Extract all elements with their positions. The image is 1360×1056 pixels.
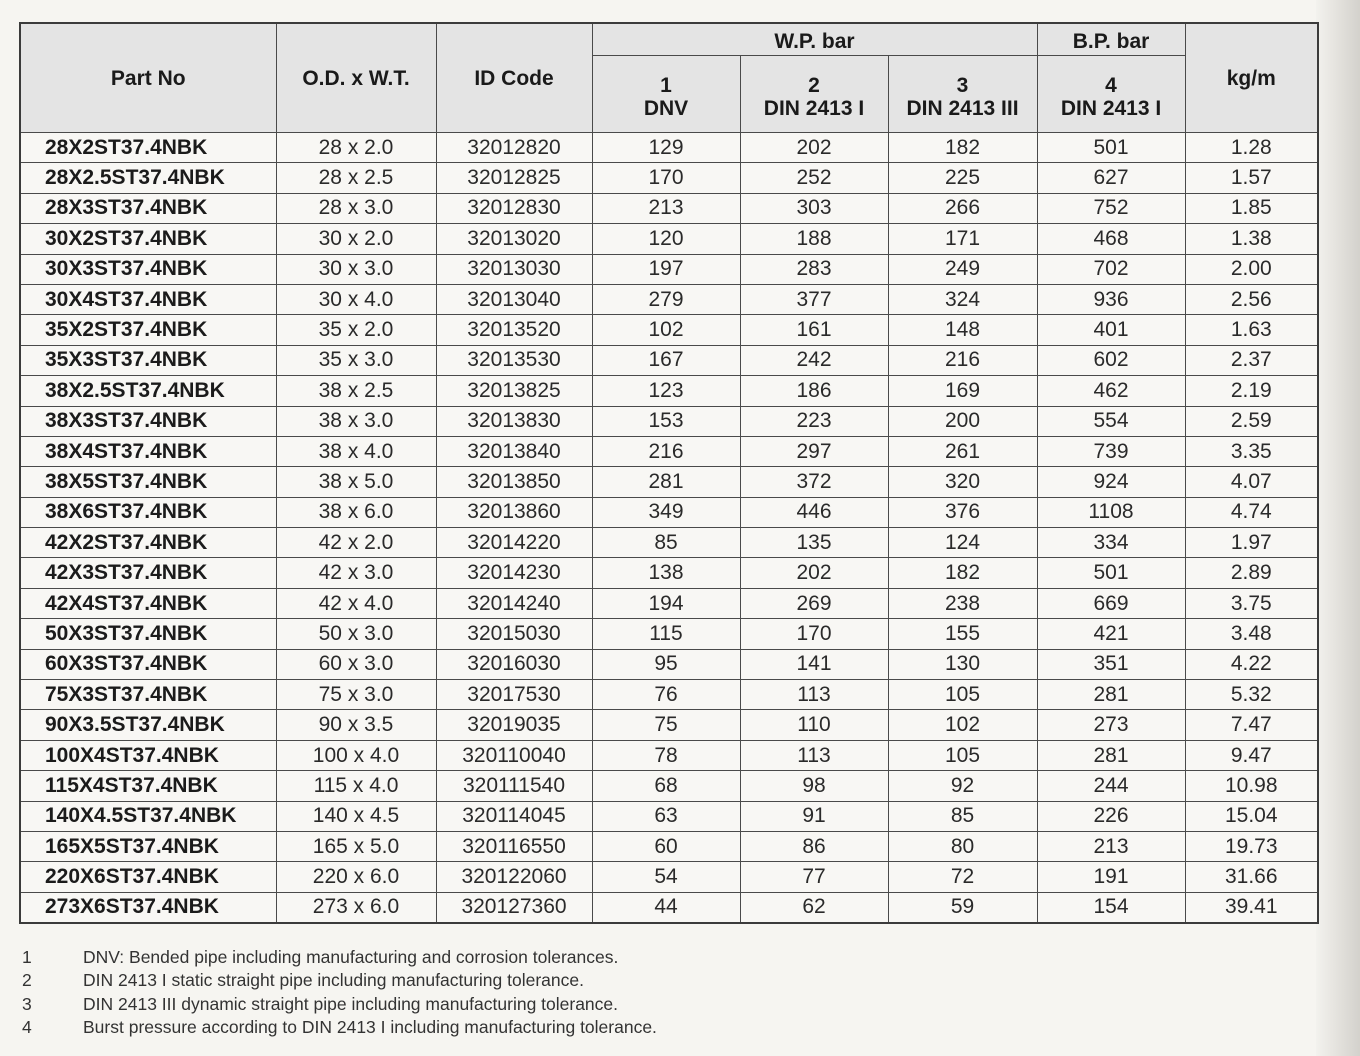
wp-dnv-cell: 85 bbox=[592, 528, 740, 558]
table-row bbox=[20, 892, 1318, 923]
standard-label: DNV bbox=[643, 97, 689, 120]
kg-per-m-cell: 15.04 bbox=[1185, 801, 1318, 831]
wp-din-2413-iii-cell: 148 bbox=[888, 315, 1037, 345]
wp-din-2413-i-cell: 161 bbox=[740, 315, 888, 345]
header-wp-bar: W.P. bar bbox=[592, 23, 1037, 56]
kg-per-m-cell: 2.00 bbox=[1185, 254, 1318, 284]
wp-din-2413-iii-cell: 59 bbox=[888, 892, 1037, 923]
header-dnv bbox=[592, 56, 740, 133]
id-code-cell: 32012820 bbox=[436, 133, 592, 163]
bp-din-2413-i-cell: 669 bbox=[1037, 588, 1185, 618]
table-row bbox=[20, 315, 1318, 345]
id-code-cell: 32013825 bbox=[436, 376, 592, 406]
part-no-cell: 38X3ST37.4NBK bbox=[20, 406, 276, 436]
id-code-cell: 32013040 bbox=[436, 284, 592, 314]
wp-dnv-cell: 78 bbox=[592, 740, 740, 770]
id-code-cell: 32014240 bbox=[436, 588, 592, 618]
wp-din-2413-i-cell: 170 bbox=[740, 619, 888, 649]
wp-din-2413-iii-cell: 200 bbox=[888, 406, 1037, 436]
table-row bbox=[20, 193, 1318, 223]
id-code-cell: 320110040 bbox=[436, 740, 592, 770]
wp-din-2413-i-cell: 223 bbox=[740, 406, 888, 436]
standard-label: DIN 2413 I bbox=[763, 97, 865, 120]
footnote-number: 2 bbox=[22, 970, 32, 991]
id-code-cell: 32015030 bbox=[436, 619, 592, 649]
footnote bbox=[20, 1016, 657, 1039]
bp-din-2413-i-cell: 468 bbox=[1037, 224, 1185, 254]
wp-dnv-cell: 349 bbox=[592, 497, 740, 527]
footnote-number: 3 bbox=[22, 993, 32, 1014]
wp-dnv-cell: 170 bbox=[592, 163, 740, 193]
bp-din-2413-i-cell: 273 bbox=[1037, 710, 1185, 740]
footnote-ref: 1 bbox=[660, 74, 672, 97]
bp-din-2413-i-cell: 702 bbox=[1037, 254, 1185, 284]
wp-dnv-cell: 213 bbox=[592, 193, 740, 223]
kg-per-m-cell: 5.32 bbox=[1185, 680, 1318, 710]
bp-din-2413-i-cell: 501 bbox=[1037, 133, 1185, 163]
bp-din-2413-i-cell: 154 bbox=[1037, 892, 1185, 923]
wp-din-2413-iii-cell: 320 bbox=[888, 467, 1037, 497]
kg-per-m-cell: 19.73 bbox=[1185, 831, 1318, 861]
wp-dnv-cell: 194 bbox=[592, 588, 740, 618]
wp-din-2413-iii-cell: 124 bbox=[888, 528, 1037, 558]
wp-din-2413-i-cell: 283 bbox=[740, 254, 888, 284]
header-bp-bar: B.P. bar bbox=[1037, 23, 1185, 56]
od-wt-cell: 38 x 6.0 bbox=[276, 497, 436, 527]
id-code-cell: 32013830 bbox=[436, 406, 592, 436]
wp-din-2413-iii-cell: 155 bbox=[888, 619, 1037, 649]
id-code-cell: 32013840 bbox=[436, 436, 592, 466]
table-row bbox=[20, 771, 1318, 801]
wp-din-2413-i-cell: 303 bbox=[740, 193, 888, 223]
wp-dnv-cell: 197 bbox=[592, 254, 740, 284]
wp-din-2413-iii-cell: 130 bbox=[888, 649, 1037, 679]
table-row bbox=[20, 801, 1318, 831]
wp-dnv-cell: 95 bbox=[592, 649, 740, 679]
footnote-ref: 2 bbox=[808, 74, 820, 97]
kg-per-m-cell: 2.37 bbox=[1185, 345, 1318, 375]
od-wt-cell: 28 x 3.0 bbox=[276, 193, 436, 223]
wp-dnv-cell: 153 bbox=[592, 406, 740, 436]
od-wt-cell: 38 x 4.0 bbox=[276, 436, 436, 466]
wp-din-2413-iii-cell: 376 bbox=[888, 497, 1037, 527]
kg-per-m-cell: 4.07 bbox=[1185, 467, 1318, 497]
od-wt-cell: 30 x 4.0 bbox=[276, 284, 436, 314]
id-code-cell: 32013850 bbox=[436, 467, 592, 497]
table-body bbox=[20, 133, 1318, 924]
part-no-cell: 35X2ST37.4NBK bbox=[20, 315, 276, 345]
kg-per-m-cell: 31.66 bbox=[1185, 862, 1318, 892]
table-row bbox=[20, 740, 1318, 770]
wp-din-2413-iii-cell: 171 bbox=[888, 224, 1037, 254]
wp-din-2413-i-cell: 188 bbox=[740, 224, 888, 254]
bp-din-2413-i-cell: 281 bbox=[1037, 740, 1185, 770]
table-row bbox=[20, 254, 1318, 284]
wp-dnv-cell: 129 bbox=[592, 133, 740, 163]
od-wt-cell: 30 x 3.0 bbox=[276, 254, 436, 284]
part-no-cell: 273X6ST37.4NBK bbox=[20, 892, 276, 923]
wp-din-2413-i-cell: 377 bbox=[740, 284, 888, 314]
id-code-cell: 32013520 bbox=[436, 315, 592, 345]
part-no-cell: 28X2ST37.4NBK bbox=[20, 133, 276, 163]
id-code-cell: 32019035 bbox=[436, 710, 592, 740]
kg-per-m-cell: 2.56 bbox=[1185, 284, 1318, 314]
id-code-cell: 32013530 bbox=[436, 345, 592, 375]
footnote-ref: 4 bbox=[1105, 74, 1117, 97]
table-row bbox=[20, 376, 1318, 406]
wp-dnv-cell: 281 bbox=[592, 467, 740, 497]
kg-per-m-cell: 1.38 bbox=[1185, 224, 1318, 254]
kg-per-m-cell: 3.48 bbox=[1185, 619, 1318, 649]
part-no-cell: 30X2ST37.4NBK bbox=[20, 224, 276, 254]
header-part-no: Part No bbox=[20, 23, 276, 133]
table-row bbox=[20, 133, 1318, 163]
wp-din-2413-i-cell: 297 bbox=[740, 436, 888, 466]
bp-din-2413-i-cell: 752 bbox=[1037, 193, 1185, 223]
wp-din-2413-iii-cell: 266 bbox=[888, 193, 1037, 223]
bp-din-2413-i-cell: 602 bbox=[1037, 345, 1185, 375]
header-row-top bbox=[20, 23, 1318, 56]
wp-dnv-cell: 44 bbox=[592, 892, 740, 923]
kg-per-m-cell: 4.22 bbox=[1185, 649, 1318, 679]
od-wt-cell: 35 x 2.0 bbox=[276, 315, 436, 345]
wp-din-2413-i-cell: 446 bbox=[740, 497, 888, 527]
table-row bbox=[20, 680, 1318, 710]
wp-din-2413-iii-cell: 169 bbox=[888, 376, 1037, 406]
part-no-cell: 42X3ST37.4NBK bbox=[20, 558, 276, 588]
footnote-text: Burst pressure according to DIN 2413 I including manufacturing tolerance. bbox=[83, 1016, 657, 1037]
od-wt-cell: 100 x 4.0 bbox=[276, 740, 436, 770]
table-row bbox=[20, 649, 1318, 679]
kg-per-m-cell: 7.47 bbox=[1185, 710, 1318, 740]
table-row bbox=[20, 528, 1318, 558]
wp-din-2413-i-cell: 242 bbox=[740, 345, 888, 375]
od-wt-cell: 42 x 2.0 bbox=[276, 528, 436, 558]
table-row bbox=[20, 436, 1318, 466]
wp-din-2413-i-cell: 141 bbox=[740, 649, 888, 679]
standard-label: DIN 2413 I bbox=[1060, 97, 1162, 120]
od-wt-cell: 35 x 3.0 bbox=[276, 345, 436, 375]
part-no-cell: 38X6ST37.4NBK bbox=[20, 497, 276, 527]
table-header bbox=[20, 23, 1318, 133]
wp-din-2413-i-cell: 98 bbox=[740, 771, 888, 801]
pipe-spec-table bbox=[19, 22, 1319, 924]
footnotes bbox=[20, 946, 657, 1039]
id-code-cell: 320116550 bbox=[436, 831, 592, 861]
footnote-text: DIN 2413 III dynamic straight pipe including manufacturing tolerance. bbox=[83, 993, 619, 1014]
bp-din-2413-i-cell: 281 bbox=[1037, 680, 1185, 710]
kg-per-m-cell: 4.74 bbox=[1185, 497, 1318, 527]
table-row bbox=[20, 284, 1318, 314]
footnote-ref: 3 bbox=[956, 74, 969, 97]
wp-din-2413-iii-cell: 182 bbox=[888, 558, 1037, 588]
page-edge-shadow bbox=[1316, 0, 1360, 1056]
id-code-cell: 32017530 bbox=[436, 680, 592, 710]
od-wt-cell: 28 x 2.0 bbox=[276, 133, 436, 163]
bp-din-2413-i-cell: 1108 bbox=[1037, 497, 1185, 527]
bp-din-2413-i-cell: 924 bbox=[1037, 467, 1185, 497]
part-no-cell: 28X3ST37.4NBK bbox=[20, 193, 276, 223]
footnote bbox=[20, 946, 657, 969]
wp-din-2413-i-cell: 202 bbox=[740, 133, 888, 163]
table-row bbox=[20, 831, 1318, 861]
part-no-cell: 42X2ST37.4NBK bbox=[20, 528, 276, 558]
wp-din-2413-i-cell: 77 bbox=[740, 862, 888, 892]
part-no-cell: 140X4.5ST37.4NBK bbox=[20, 801, 276, 831]
table-row bbox=[20, 497, 1318, 527]
id-code-cell: 320111540 bbox=[436, 771, 592, 801]
table-row bbox=[20, 558, 1318, 588]
wp-dnv-cell: 279 bbox=[592, 284, 740, 314]
wp-dnv-cell: 115 bbox=[592, 619, 740, 649]
id-code-cell: 32013030 bbox=[436, 254, 592, 284]
id-code-cell: 32014230 bbox=[436, 558, 592, 588]
table-row bbox=[20, 406, 1318, 436]
part-no-cell: 100X4ST37.4NBK bbox=[20, 740, 276, 770]
table-row bbox=[20, 710, 1318, 740]
footnote-text: DNV: Bended pipe including manufacturing and corrosion tolerances. bbox=[83, 947, 619, 967]
id-code-cell: 32012825 bbox=[436, 163, 592, 193]
wp-din-2413-iii-cell: 102 bbox=[888, 710, 1037, 740]
bp-din-2413-i-cell: 554 bbox=[1037, 406, 1185, 436]
wp-dnv-cell: 216 bbox=[592, 436, 740, 466]
part-no-cell: 220X6ST37.4NBK bbox=[20, 862, 276, 892]
header-din-2413-i bbox=[740, 56, 888, 133]
kg-per-m-cell: 39.41 bbox=[1185, 892, 1318, 923]
od-wt-cell: 115 x 4.0 bbox=[276, 771, 436, 801]
wp-din-2413-i-cell: 372 bbox=[740, 467, 888, 497]
wp-din-2413-i-cell: 91 bbox=[740, 801, 888, 831]
wp-din-2413-iii-cell: 324 bbox=[888, 284, 1037, 314]
part-no-cell: 75X3ST37.4NBK bbox=[20, 680, 276, 710]
od-wt-cell: 38 x 2.5 bbox=[276, 376, 436, 406]
bp-din-2413-i-cell: 401 bbox=[1037, 315, 1185, 345]
wp-dnv-cell: 63 bbox=[592, 801, 740, 831]
od-wt-cell: 30 x 2.0 bbox=[276, 224, 436, 254]
header-din-2413-iii bbox=[888, 56, 1037, 133]
part-no-cell: 42X4ST37.4NBK bbox=[20, 588, 276, 618]
kg-per-m-cell: 1.57 bbox=[1185, 163, 1318, 193]
wp-dnv-cell: 60 bbox=[592, 831, 740, 861]
od-wt-cell: 75 x 3.0 bbox=[276, 680, 436, 710]
wp-din-2413-iii-cell: 105 bbox=[888, 740, 1037, 770]
bp-din-2413-i-cell: 462 bbox=[1037, 376, 1185, 406]
wp-din-2413-i-cell: 113 bbox=[740, 680, 888, 710]
table-row bbox=[20, 163, 1318, 193]
od-wt-cell: 38 x 5.0 bbox=[276, 467, 436, 497]
wp-din-2413-iii-cell: 249 bbox=[888, 254, 1037, 284]
kg-per-m-cell: 2.89 bbox=[1185, 558, 1318, 588]
bp-din-2413-i-cell: 501 bbox=[1037, 558, 1185, 588]
wp-dnv-cell: 75 bbox=[592, 710, 740, 740]
od-wt-cell: 38 x 3.0 bbox=[276, 406, 436, 436]
table-row bbox=[20, 224, 1318, 254]
footnote bbox=[20, 969, 657, 992]
id-code-cell: 32016030 bbox=[436, 649, 592, 679]
wp-din-2413-i-cell: 202 bbox=[740, 558, 888, 588]
bp-din-2413-i-cell: 226 bbox=[1037, 801, 1185, 831]
kg-per-m-cell: 9.47 bbox=[1185, 740, 1318, 770]
part-no-cell: 165X5ST37.4NBK bbox=[20, 831, 276, 861]
table-row bbox=[20, 345, 1318, 375]
wp-din-2413-i-cell: 252 bbox=[740, 163, 888, 193]
part-no-cell: 90X3.5ST37.4NBK bbox=[20, 710, 276, 740]
part-no-cell: 30X3ST37.4NBK bbox=[20, 254, 276, 284]
wp-din-2413-iii-cell: 72 bbox=[888, 862, 1037, 892]
part-no-cell: 30X4ST37.4NBK bbox=[20, 284, 276, 314]
kg-per-m-cell: 2.19 bbox=[1185, 376, 1318, 406]
kg-per-m-cell: 1.63 bbox=[1185, 315, 1318, 345]
kg-per-m-cell: 1.28 bbox=[1185, 133, 1318, 163]
wp-dnv-cell: 167 bbox=[592, 345, 740, 375]
wp-din-2413-i-cell: 110 bbox=[740, 710, 888, 740]
bp-din-2413-i-cell: 191 bbox=[1037, 862, 1185, 892]
part-no-cell: 60X3ST37.4NBK bbox=[20, 649, 276, 679]
wp-din-2413-iii-cell: 85 bbox=[888, 801, 1037, 831]
table-row bbox=[20, 588, 1318, 618]
bp-din-2413-i-cell: 627 bbox=[1037, 163, 1185, 193]
header-id-code: ID Code bbox=[436, 23, 592, 133]
od-wt-cell: 60 x 3.0 bbox=[276, 649, 436, 679]
part-no-cell: 28X2.5ST37.4NBK bbox=[20, 163, 276, 193]
od-wt-cell: 50 x 3.0 bbox=[276, 619, 436, 649]
header-od-wt: O.D. x W.T. bbox=[276, 23, 436, 133]
od-wt-cell: 28 x 2.5 bbox=[276, 163, 436, 193]
od-wt-cell: 42 x 4.0 bbox=[276, 588, 436, 618]
wp-din-2413-i-cell: 86 bbox=[740, 831, 888, 861]
bp-din-2413-i-cell: 739 bbox=[1037, 436, 1185, 466]
wp-din-2413-iii-cell: 216 bbox=[888, 345, 1037, 375]
part-no-cell: 115X4ST37.4NBK bbox=[20, 771, 276, 801]
wp-din-2413-iii-cell: 182 bbox=[888, 133, 1037, 163]
wp-dnv-cell: 123 bbox=[592, 376, 740, 406]
od-wt-cell: 42 x 3.0 bbox=[276, 558, 436, 588]
table-row bbox=[20, 467, 1318, 497]
kg-per-m-cell: 1.97 bbox=[1185, 528, 1318, 558]
od-wt-cell: 140 x 4.5 bbox=[276, 801, 436, 831]
table-row bbox=[20, 619, 1318, 649]
part-no-cell: 38X5ST37.4NBK bbox=[20, 467, 276, 497]
wp-din-2413-i-cell: 135 bbox=[740, 528, 888, 558]
part-no-cell: 38X2.5ST37.4NBK bbox=[20, 376, 276, 406]
wp-din-2413-iii-cell: 238 bbox=[888, 588, 1037, 618]
bp-din-2413-i-cell: 334 bbox=[1037, 528, 1185, 558]
wp-din-2413-iii-cell: 92 bbox=[888, 771, 1037, 801]
od-wt-cell: 90 x 3.5 bbox=[276, 710, 436, 740]
bp-din-2413-i-cell: 936 bbox=[1037, 284, 1185, 314]
od-wt-cell: 273 x 6.0 bbox=[276, 892, 436, 923]
id-code-cell: 320127360 bbox=[436, 892, 592, 923]
wp-din-2413-iii-cell: 105 bbox=[888, 680, 1037, 710]
kg-per-m-cell: 3.35 bbox=[1185, 436, 1318, 466]
wp-dnv-cell: 68 bbox=[592, 771, 740, 801]
wp-dnv-cell: 138 bbox=[592, 558, 740, 588]
wp-dnv-cell: 54 bbox=[592, 862, 740, 892]
bp-din-2413-i-cell: 421 bbox=[1037, 619, 1185, 649]
od-wt-cell: 220 x 6.0 bbox=[276, 862, 436, 892]
od-wt-cell: 165 x 5.0 bbox=[276, 831, 436, 861]
header-burst-din-2413-i bbox=[1037, 56, 1185, 133]
bp-din-2413-i-cell: 351 bbox=[1037, 649, 1185, 679]
header-kg-m: kg/m bbox=[1185, 23, 1318, 133]
wp-dnv-cell: 120 bbox=[592, 224, 740, 254]
bp-din-2413-i-cell: 244 bbox=[1037, 771, 1185, 801]
kg-per-m-cell: 3.75 bbox=[1185, 588, 1318, 618]
kg-per-m-cell: 10.98 bbox=[1185, 771, 1318, 801]
id-code-cell: 32014220 bbox=[436, 528, 592, 558]
part-no-cell: 38X4ST37.4NBK bbox=[20, 436, 276, 466]
wp-din-2413-iii-cell: 261 bbox=[888, 436, 1037, 466]
part-no-cell: 35X3ST37.4NBK bbox=[20, 345, 276, 375]
footnote bbox=[20, 993, 657, 1016]
standard-label: DIN 2413 III bbox=[906, 97, 1019, 120]
footnote-number: 4 bbox=[22, 1016, 32, 1037]
id-code-cell: 320114045 bbox=[436, 801, 592, 831]
bp-din-2413-i-cell: 213 bbox=[1037, 831, 1185, 861]
wp-din-2413-i-cell: 186 bbox=[740, 376, 888, 406]
id-code-cell: 32013860 bbox=[436, 497, 592, 527]
id-code-cell: 320122060 bbox=[436, 862, 592, 892]
footnote-number: 1 bbox=[22, 947, 32, 967]
wp-din-2413-i-cell: 62 bbox=[740, 892, 888, 923]
kg-per-m-cell: 2.59 bbox=[1185, 406, 1318, 436]
wp-din-2413-i-cell: 269 bbox=[740, 588, 888, 618]
wp-din-2413-iii-cell: 225 bbox=[888, 163, 1037, 193]
wp-dnv-cell: 76 bbox=[592, 680, 740, 710]
wp-dnv-cell: 102 bbox=[592, 315, 740, 345]
kg-per-m-cell: 1.85 bbox=[1185, 193, 1318, 223]
wp-din-2413-i-cell: 113 bbox=[740, 740, 888, 770]
part-no-cell: 50X3ST37.4NBK bbox=[20, 619, 276, 649]
id-code-cell: 32012830 bbox=[436, 193, 592, 223]
wp-din-2413-iii-cell: 80 bbox=[888, 831, 1037, 861]
footnote-text: DIN 2413 I static straight pipe including manufacturing tolerance. bbox=[83, 970, 584, 991]
table-row bbox=[20, 862, 1318, 892]
id-code-cell: 32013020 bbox=[436, 224, 592, 254]
